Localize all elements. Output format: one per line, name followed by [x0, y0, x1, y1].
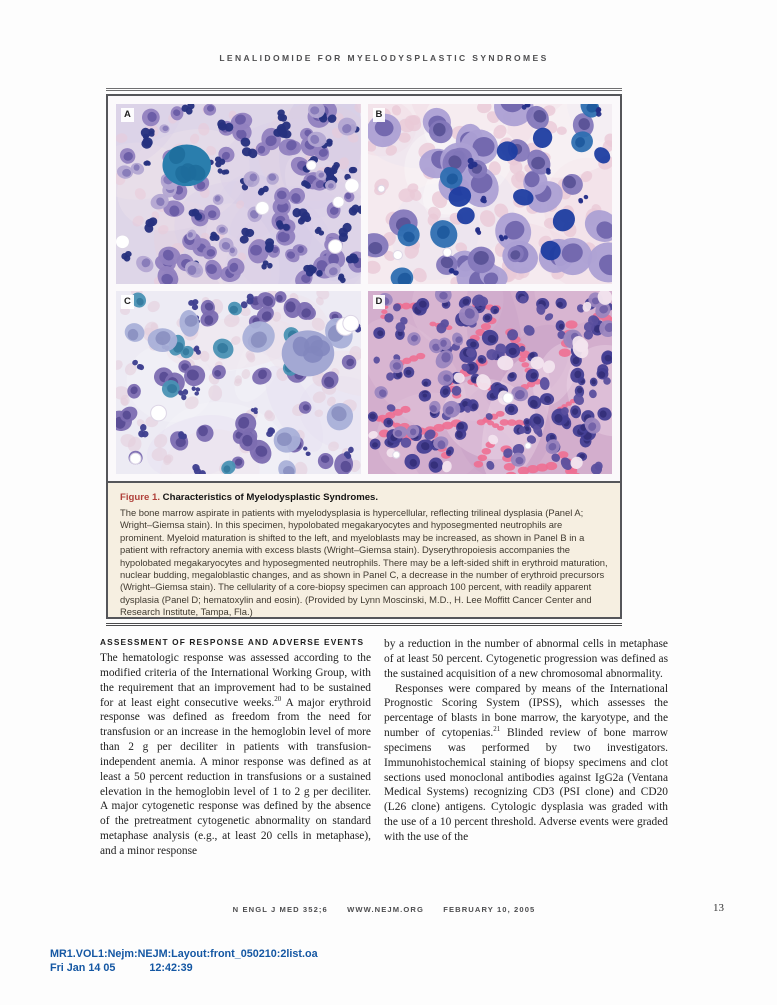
page-footer — [100, 905, 668, 914]
section-heading: ASSESSMENT OF RESPONSE AND ADVERSE EVENTS — [100, 637, 365, 647]
figure-panel-c — [116, 291, 361, 474]
figure-caption-title — [120, 492, 608, 503]
proof-slug-path: MR1.VOL1:Nejm:NEJM:Layout:front_050210:2list.oa — [50, 948, 318, 960]
micrograph-panel-c — [116, 291, 361, 474]
proof-slug — [50, 948, 318, 975]
footer-url: WWW.NEJM.ORG — [347, 905, 424, 914]
column-right-text — [384, 637, 668, 845]
figure-caption-text: The bone marrow aspirate in patients with myelodysplasia is hypercellular, reflecting trilineal dysplasia (Panel A; Wright–Giemsa stain). In this specimen, hypolobated megakaryocytes and hyposegmented neutrophils are prominent. Myeloid maturation is shifted to the left, and myeloblasts may be increased, as shown in Panel B in a patient with refractory anemia with excess blasts (Wright–Giemsa stain). Dyserythropoiesis accompanies the hypolobated megakaryocytes and hyposegmented neutrophils. There may be a left-sided shift in erythroid maturation, nuclear budding, megaloblastic changes, and as shown in Panel C, a decrease in the number of erythroid precursors (Wright–Giemsa stain). The cellularity of a core-biopsy specimen can approach 100 percent, with readily apparent dysplasia (Panel D; hematoxylin and eosin). (Provided by Lynn Moscinski, M.D., H. Lee Moffitt Cancer Center and Research Institute, Tampa, Fla.) — [120, 507, 608, 618]
micrograph-panel-b — [368, 104, 613, 284]
figure-panel-b — [368, 104, 613, 284]
micrograph-panel-d — [368, 291, 613, 474]
body-paragraph: The hematologic response was assessed according to the modified criteria of the International Working Group, with the requirement that an improvement had to be sustained for at least eight consecutive weeks.$^{20}$ A major erythroid response was defined as freedom from the need for transfusion or an increase in the hemoglobin level of more than 2 g per deciliter in patients with transfusion-independent anemia. A minor response was defined as at least a 50 percent reduction in transfusions or a sustained elevation in the hemoglobin level of 1 to 2 g per deciliter. A major cytogenetic response was defined by the absence of the pretreatment cytogenetic abnormality on standard metaphase analysis (e.g., at least 20 cells in metaphase), and a minor response — [100, 652, 371, 857]
figure-panel-a — [116, 104, 361, 284]
panel-d-label: D — [373, 295, 386, 309]
panel-b-label: B — [373, 108, 386, 122]
proof-slug-time: 12:42:39 — [149, 961, 193, 974]
figure-number: Figure 1. — [120, 492, 160, 503]
body-paragraph: Responses were compared by means of the International Prognostic Scoring System (IPSS), which assesses the percentage of blasts in bone marrow, the karyotype, and the number of cytopenias.$^{21}$ Blinded review of bone marrow specimens was performed by two investigators. Immunohistochemical staining of biopsy specimens and clot sections used monoclonal antibodies against IgG2a (Ventana Medical Systems) recognizing CD3 (PSI clone) and CD20 (L26 clone) antigens. Cytologic dysplasia was graded with the use of a 10 percent threshold. Adverse events were graded with the use of the — [384, 682, 668, 843]
figure-top-rule — [106, 88, 622, 91]
page-number: 13 — [713, 902, 724, 914]
figure-caption-box — [106, 481, 622, 619]
column-left-text — [100, 651, 371, 859]
micrograph-panel-a — [116, 104, 361, 284]
running-head: LENALIDOMIDE FOR MYELODYSPLASTIC SYNDROMES — [219, 53, 549, 63]
figure-bottom-rule — [106, 623, 622, 626]
figure-image-box — [106, 94, 622, 483]
footer-date: FEBRUARY 10, 2005 — [443, 905, 536, 914]
figure-panel-grid — [116, 104, 612, 473]
body-column-left — [100, 637, 371, 859]
proof-slug-date: Fri Jan 14 05 — [50, 961, 116, 974]
footer-journal: N ENGL J MED 352;6 — [232, 905, 328, 914]
body-paragraph: by a reduction in the number of abnormal cells in metaphase of at least 50 percent. Cytogenetic progression was defined as the sustained acquisition of a new chromosomal abnormality. — [384, 638, 668, 680]
figure-panel-d — [368, 291, 613, 474]
panel-c-label: C — [121, 295, 134, 309]
figure-title-text: Characteristics of Myelodysplastic Syndromes. — [162, 492, 379, 503]
panel-a-label: A — [121, 108, 134, 122]
proof-slug-datetime — [50, 962, 318, 976]
body-column-right — [384, 637, 668, 859]
article-body — [100, 637, 668, 859]
